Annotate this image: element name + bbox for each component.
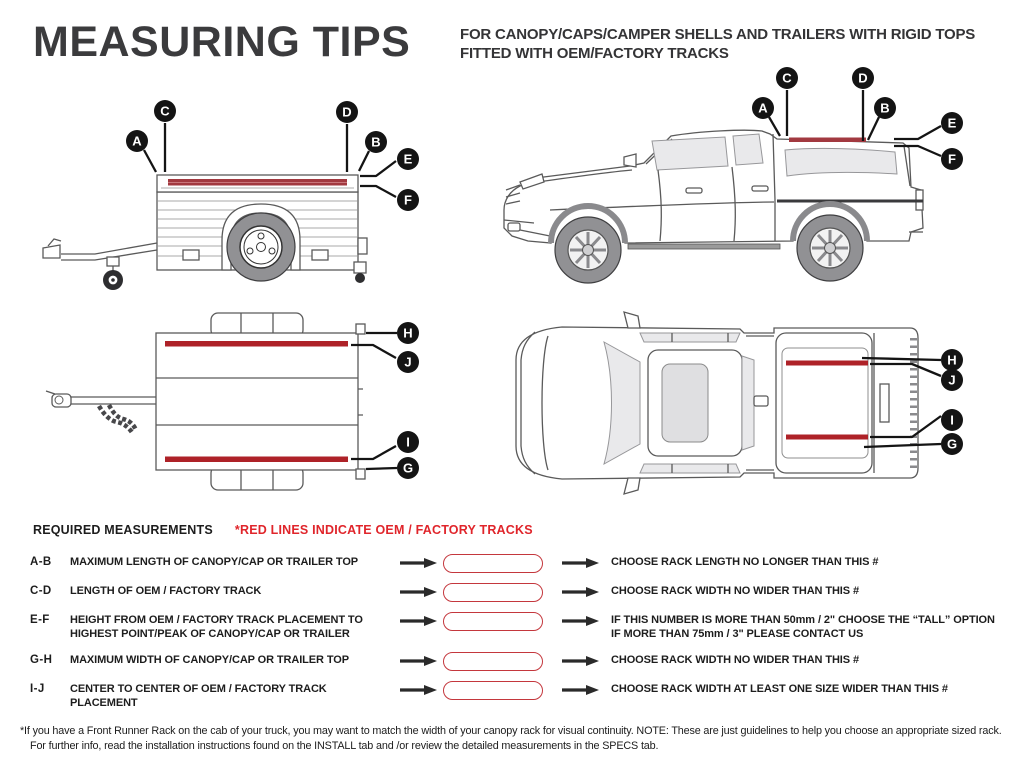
oem-track-red-line	[789, 138, 866, 143]
callout-h-letter: H	[947, 352, 957, 368]
measurements-table	[30, 556, 1018, 722]
footnote: *If you have a Front Runner Rack on the cab of your truck, you may want to match the width of your canopy rack for visual continuity. NOTE: These are just guidelines to help you choose an appropriate sized rack. For further info, read the installation instructions found on the INSTALL tab and /or review the detailed measurements in the SPECS tab.	[20, 725, 1002, 752]
row-result: CHOOSE RACK WIDTH AT LEAST ONE SIZE WIDER THAN THIS #	[611, 683, 948, 695]
row-result: IF THIS NUMBER IS MORE THAN 50mm / 2" CHOOSE THE “TALL” OPTION IF MORE THAN 75mm / 3" PLEASE CONTACT US	[611, 614, 995, 640]
measurement-row-gh	[30, 654, 1018, 671]
row-description: MAXIMUM WIDTH OF CANOPY/CAP OR TRAILER TOP	[70, 654, 349, 666]
callout-a-letter: A	[758, 100, 768, 116]
callout-j-letter: J	[948, 372, 956, 388]
oem-track-red-line	[165, 457, 348, 463]
row-id: A-B	[30, 556, 52, 568]
row-description: HEIGHT FROM OEM / FACTORY TRACK PLACEMENT TO HIGHEST POINT/PEAK OF CANOPY/CAP OR TRAILER	[70, 614, 363, 640]
arrow-right-icon	[400, 654, 443, 667]
required-measurements-heading: REQUIRED MEASUREMENTS	[33, 523, 213, 537]
arrow-right-icon	[400, 556, 443, 569]
oem-track-red-line	[165, 341, 348, 347]
callout-f-letter: F	[404, 192, 412, 208]
arrow-right-icon	[400, 614, 443, 627]
row-id: C-D	[30, 585, 52, 597]
measurement-value-oval	[443, 554, 543, 573]
callout-c	[776, 67, 798, 136]
truck-rear-wheel	[793, 204, 867, 281]
arrow-right-icon	[550, 654, 597, 667]
callout-b-letter: B	[371, 134, 381, 150]
page-title: MEASURING TIPS	[33, 18, 411, 66]
measurement-row-ab	[30, 556, 1018, 573]
measurement-row-ij	[30, 683, 1018, 710]
callout-g-letter: G	[946, 436, 958, 452]
callout-f	[360, 186, 419, 211]
callout-j	[351, 345, 419, 373]
measurement-row-ef	[30, 614, 1018, 641]
row-id: E-F	[30, 614, 50, 626]
oem-track-red-line	[786, 361, 868, 366]
callout-i-letter: I	[406, 434, 410, 450]
trailer-top-view-diagram	[25, 305, 445, 505]
callout-e-letter: E	[403, 151, 413, 167]
callout-e	[894, 112, 963, 139]
callout-d	[336, 101, 358, 172]
callout-g-letter: G	[402, 460, 414, 476]
row-description: CENTER TO CENTER OF OEM / FACTORY TRACK PLACEMENT	[70, 683, 327, 709]
row-description: MAXIMUM LENGTH OF CANOPY/CAP OR TRAILER TOP	[70, 556, 359, 568]
row-result: CHOOSE RACK LENGTH NO LONGER THAN THIS #	[611, 556, 879, 568]
callout-c	[154, 100, 176, 172]
arrow-right-icon	[400, 683, 443, 696]
callout-e-letter: E	[947, 115, 957, 131]
arrow-right-icon	[550, 556, 597, 569]
callout-a-letter: A	[132, 133, 142, 149]
callout-d-letter: D	[342, 104, 352, 120]
subtitle-line-1: FOR CANOPY/CAPS/CAMPER SHELLS AND TRAILERS WITH RIGID TOPS	[460, 26, 976, 43]
oem-track-red-line	[786, 435, 868, 440]
measurement-value-oval	[443, 652, 543, 671]
arrow-right-icon	[550, 683, 597, 696]
side-mirror	[624, 478, 640, 494]
red-lines-note: *RED LINES INDICATE OEM / FACTORY TRACKS	[234, 523, 533, 537]
truck-canopy-top-view-diagram	[490, 300, 1000, 515]
subtitle-line-2: FITTED WITH OEM/FACTORY TRACKS	[460, 45, 729, 62]
trailer-drawbar	[46, 391, 156, 434]
measurement-value-oval	[443, 681, 543, 700]
callout-c-letter: C	[782, 70, 792, 86]
row-result: CHOOSE RACK WIDTH NO WIDER THAN THIS #	[611, 585, 859, 597]
callout-d-letter: D	[858, 70, 868, 86]
callout-i-letter: I	[950, 412, 954, 428]
callout-b	[359, 131, 387, 171]
callout-h	[366, 322, 419, 344]
truck-canopy-side-view-diagram	[490, 60, 1000, 305]
callout-f-letter: F	[948, 151, 956, 167]
truck-front-wheel	[551, 206, 625, 283]
row-description: LENGTH OF OEM / FACTORY TRACK	[70, 585, 262, 597]
trailer-top-box	[156, 324, 365, 479]
side-mirror	[624, 312, 640, 328]
arrow-right-icon	[550, 614, 597, 627]
trailer-drawbar	[43, 239, 157, 290]
callout-j-letter: J	[404, 354, 412, 370]
trailer-side-view-diagram	[25, 80, 445, 305]
row-id: I-J	[30, 683, 45, 695]
measurements-header	[33, 523, 533, 537]
measurement-row-cd	[30, 585, 1018, 602]
callout-a	[126, 130, 156, 172]
safety-chains	[99, 406, 133, 434]
callout-b	[868, 97, 896, 140]
measurement-value-oval	[443, 583, 543, 602]
page-subtitle	[460, 25, 975, 63]
callout-g	[366, 457, 419, 479]
arrow-right-icon	[400, 585, 443, 598]
measurement-value-oval	[443, 612, 543, 631]
callout-h-letter: H	[403, 325, 413, 341]
row-id: G-H	[30, 654, 53, 666]
trailer-wheel	[227, 213, 295, 281]
arrow-right-icon	[550, 585, 597, 598]
callout-c-letter: C	[160, 103, 170, 119]
callout-i	[351, 431, 419, 459]
callout-b-letter: B	[880, 100, 890, 116]
callout-d	[852, 67, 874, 141]
row-result: CHOOSE RACK WIDTH NO WIDER THAN THIS #	[611, 654, 859, 666]
